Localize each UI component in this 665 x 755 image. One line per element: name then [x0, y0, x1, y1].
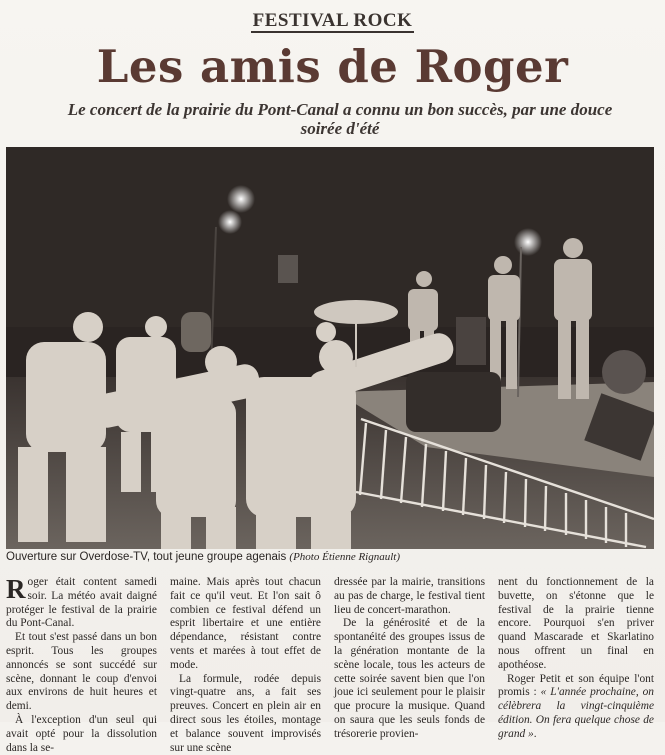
kicker-text: FESTIVAL ROCK: [252, 10, 413, 31]
paragraph: [498, 673, 654, 742]
quote-intro: Roger Petit et son équipe l'ont promis :: [498, 672, 654, 699]
paragraph: dressée par la mairie, transitions au pas de charge, le festival tient lieu de concert-marathon.: [334, 576, 485, 616]
concert-photo: [6, 147, 654, 549]
paragraph: [6, 576, 157, 631]
quote: « L'année prochaine, on célèbrera la vingt-cinquième édition. On fera quelque chose de grand »: [498, 686, 654, 740]
paragraph: nent du fonctionnement de la buvette, on s'étonne que le festival de la prairie tienne encore. Pourquoi s'en priver quand Mascarade et Skarlatino nous offrent un final en apothéose.: [498, 576, 654, 671]
paragraph: Et tout s'est passé dans un bon esprit. Tous les groupes annoncés se sont succédé sur scène, donnant le coup d'envoi aux environs de huit heures et demi.: [6, 631, 157, 713]
photo-credit: (Photo Étienne Rignault): [289, 551, 401, 563]
concert-photo-illustration: [6, 147, 654, 549]
deck-subtitle: Le concert de la prairie du Pont-Canal a connu un bon succès, par une douce soirée d'été: [67, 100, 613, 138]
quote-end: .: [533, 727, 537, 740]
article-body: [6, 574, 658, 754]
paragraph: À l'exception d'un seul qui avait opté pour la dissolution dans la se-: [6, 713, 157, 754]
headline: Les amis de Roger: [96, 40, 569, 93]
paragraph-text: oger était content samedi soir. La météo avait daigné protéger le festival de la prairie du Pont-Canal.: [6, 576, 157, 630]
body-column-3: [334, 576, 485, 742]
drop-cap: R: [6, 574, 26, 604]
paragraph: De la générosité et de la spontanéité des groupes issus de la génération montante de la scène locale, tous les acteurs de cette soirée savent bien que l'on joue ici seulement pour le plaisir que procure la musique. Quand on saura que les seuls fonds de trésorerie provien-: [334, 617, 485, 740]
caption-text: Ouverture sur Overdose-TV, tout jeune groupe agenais: [6, 551, 287, 563]
paragraph: maine. Mais après tout chacun fait ce qu'il veut. Et l'on sait ô combien ce festival défend un esprit libertaire et une entière dépendance, résistant contre vents et marées à tout effet de mode.: [170, 576, 321, 671]
paragraph: La formule, rodée depuis vingt-quatre ans, a fait ses preuves. Concert en plein air en direct sous les étoiles, montage et balance souvent improvisés sur une scène: [170, 672, 321, 754]
body-column-1: [6, 576, 157, 755]
body-column-4: [498, 576, 654, 742]
stage-light: [227, 185, 255, 213]
section-kicker: [0, 10, 665, 32]
body-column-2: [170, 576, 321, 755]
photo-caption: [6, 551, 656, 563]
